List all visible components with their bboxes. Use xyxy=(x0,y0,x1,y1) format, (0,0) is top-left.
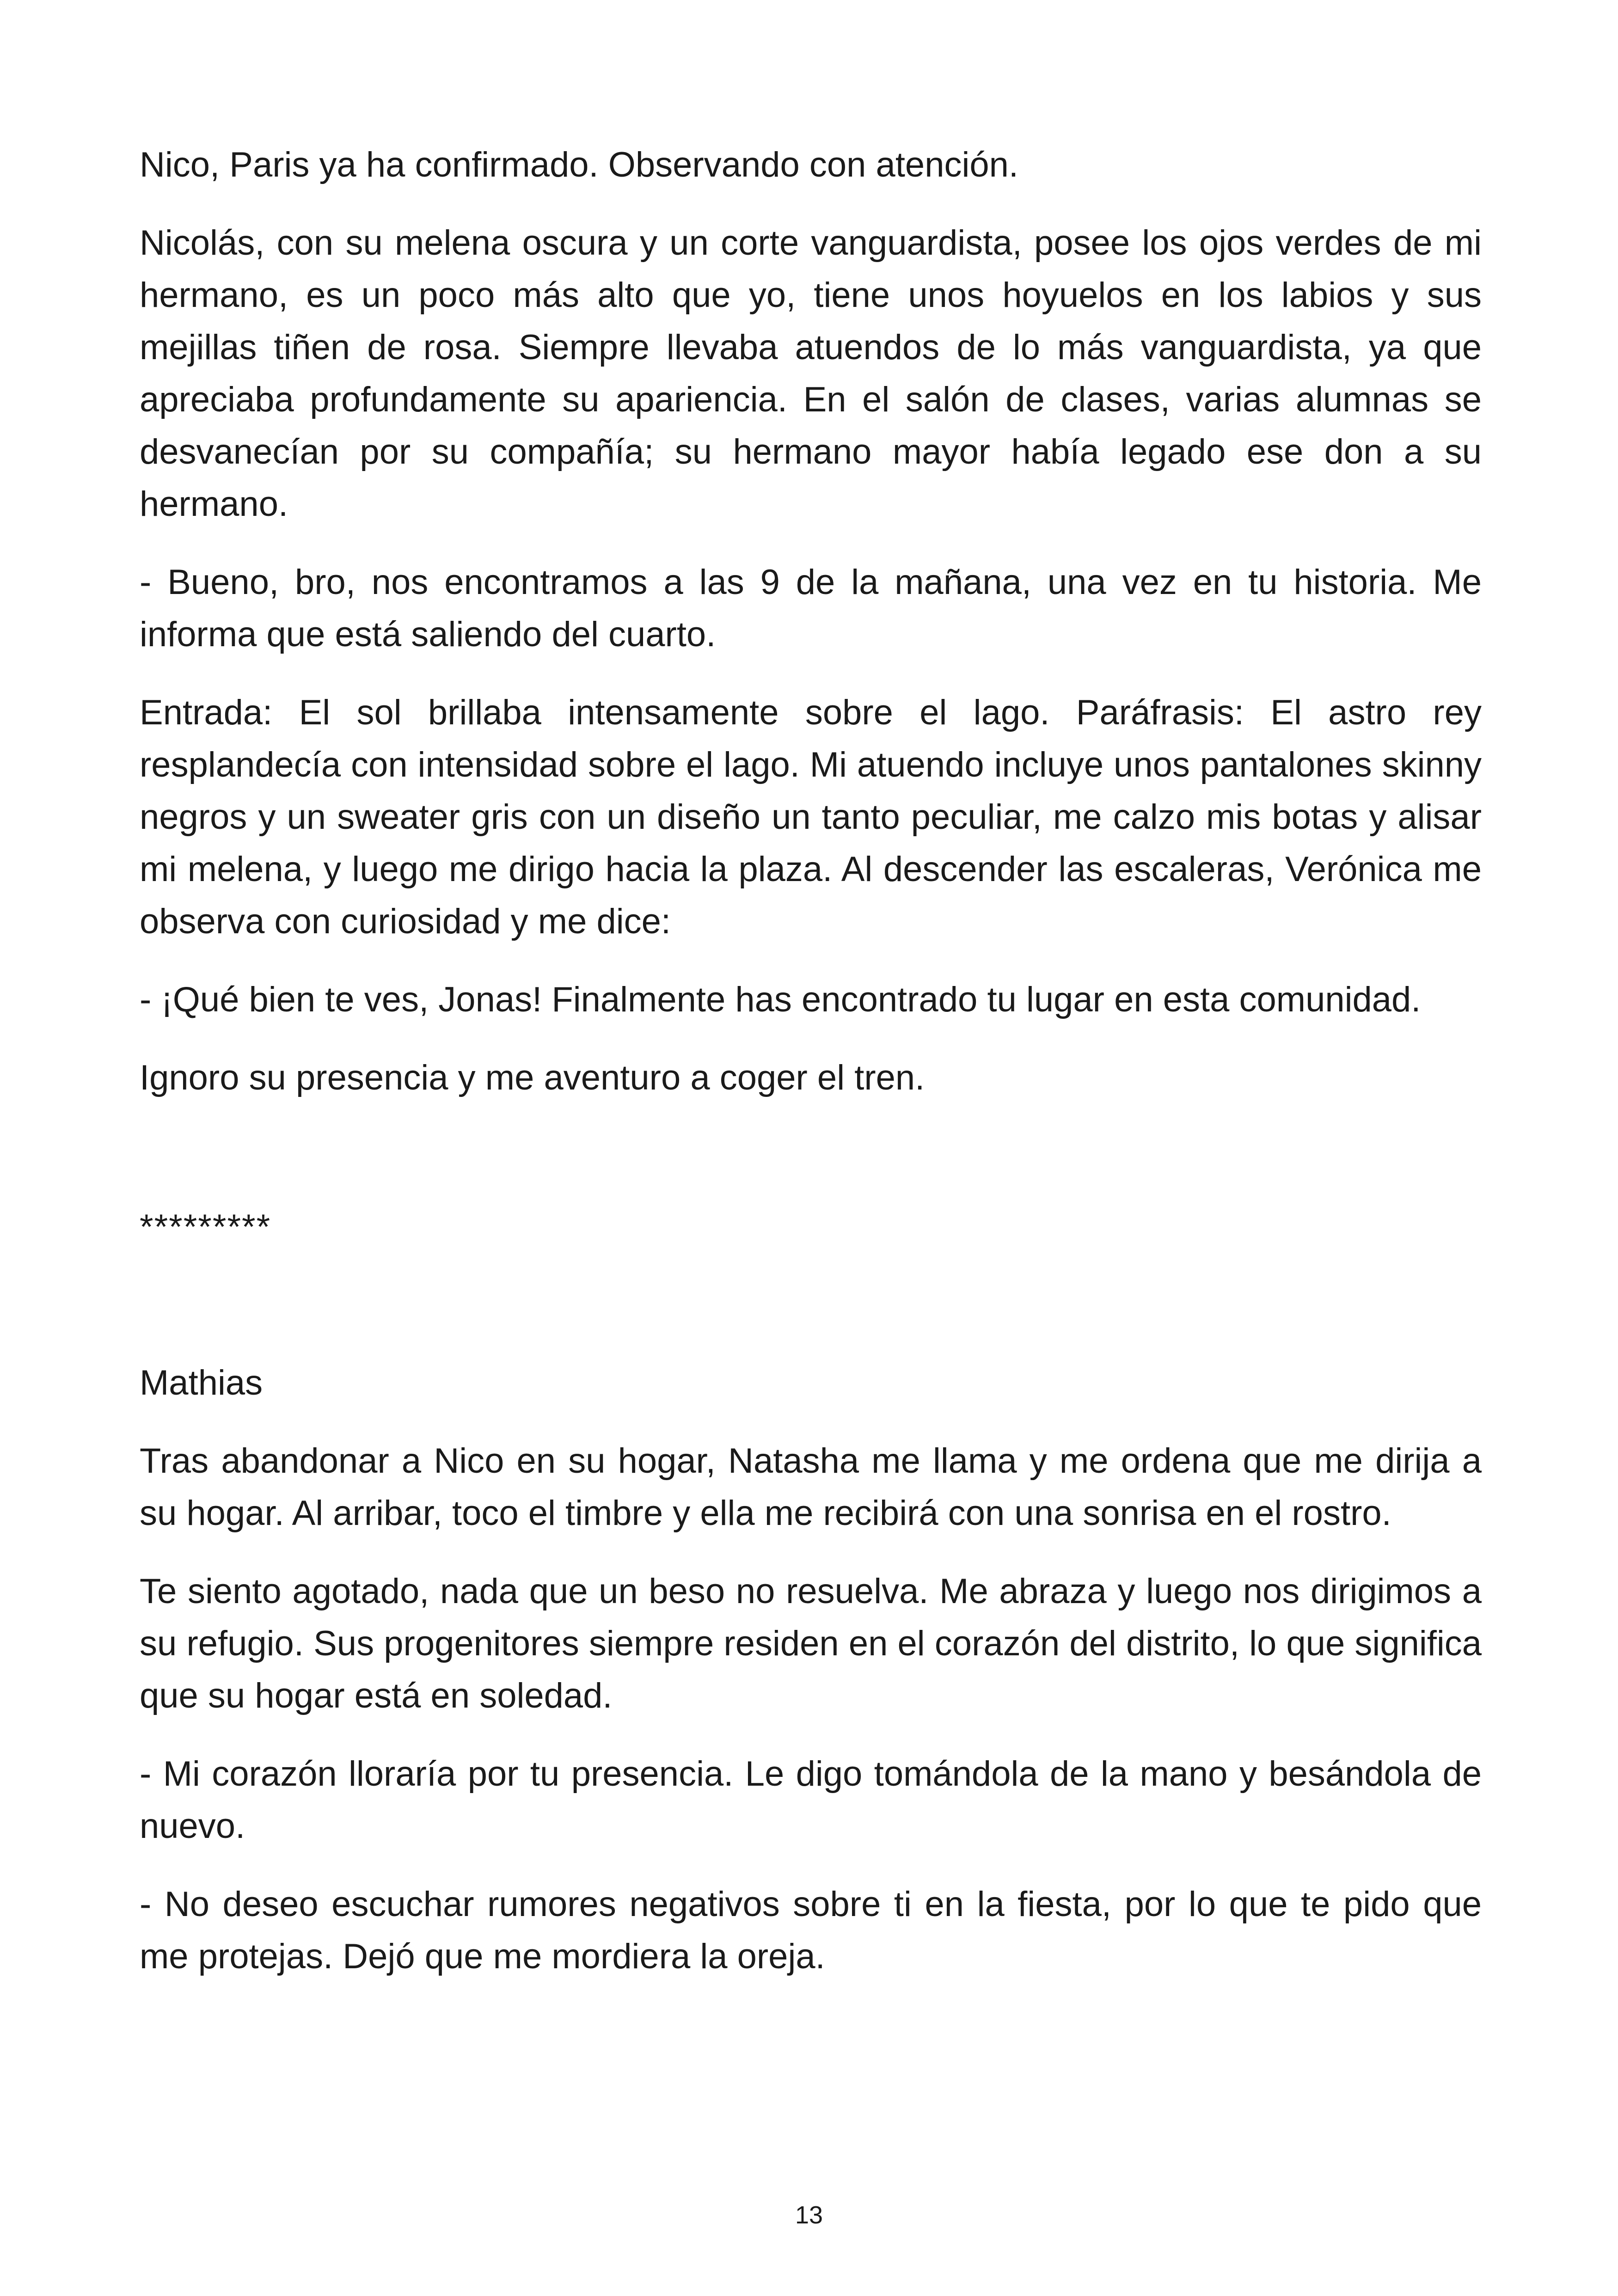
paragraph: Entrada: El sol brillaba intensamente sobre el lago. Paráfrasis: El astro rey resplandecía con intensidad sobre el lago. Mi atuendo incluye unos pantalones skinny negros y un sweater gris con un diseño un tanto peculiar, me calzo mis botas y alisar mi melena, y luego me dirigo hacia la plaza. Al descender las escaleras, Verónica me observa con curiosidad y me dice: xyxy=(140,693,1482,941)
section-heading: Mathias xyxy=(140,1363,263,1402)
paragraph: - Mi corazón lloraría por tu presencia. Le digo tomándola de la mano y besándola de nuevo. xyxy=(140,1754,1482,1846)
paragraph: Nicolás, con su melena oscura y un corte vanguardista, posee los ojos verdes de mi hermano, es un poco más alto que yo, tiene unos hoyuelos en los labios y sus mejillas tiñen de rosa. Siempre llevaba atuendos de lo más vanguardista, ya que apreciaba profundamente su apariencia. En el salón de clases, varias alumnas se desvanecían por su compañía; su hermano mayor había legado ese don a su hermano. xyxy=(140,223,1482,524)
paragraph: Nico, Paris ya ha confirmado. Observando con atención. xyxy=(140,145,1019,184)
page-body xyxy=(140,139,1482,2008)
paragraph: - ¡Qué bien te ves, Jonas! Finalmente has encontrado tu lugar en esta comunidad. xyxy=(140,980,1421,1019)
paragraph: - Bueno, bro, nos encontramos a las 9 de la mañana, una vez en tu historia. Me informa que está saliendo del cuarto. xyxy=(140,563,1482,654)
paragraph: Te siento agotado, nada que un beso no resuelva. Me abraza y luego nos dirigimos a su refugio. Sus progenitores siempre residen en el corazón del distrito, lo que significa que su hogar está en soledad. xyxy=(140,1572,1482,1715)
paragraph: - No deseo escuchar rumores negativos sobre ti en la fiesta, por lo que te pido que me protejas. Dejó que me mordiera la oreja. xyxy=(140,1885,1482,1976)
page-number: 13 xyxy=(795,2201,823,2229)
paragraph: Tras abandonar a Nico en su hogar, Natasha me llama y me ordena que me dirija a su hogar. Al arribar, toco el timbre y ella me recibirá con una sonrisa en el rostro. xyxy=(140,1441,1482,1533)
spacer xyxy=(140,1253,1482,1357)
section-separator: ********* xyxy=(140,1207,271,1247)
spacer xyxy=(140,1130,1482,1201)
paragraph: Ignoro su presencia y me aventuro a coger el tren. xyxy=(140,1058,925,1097)
